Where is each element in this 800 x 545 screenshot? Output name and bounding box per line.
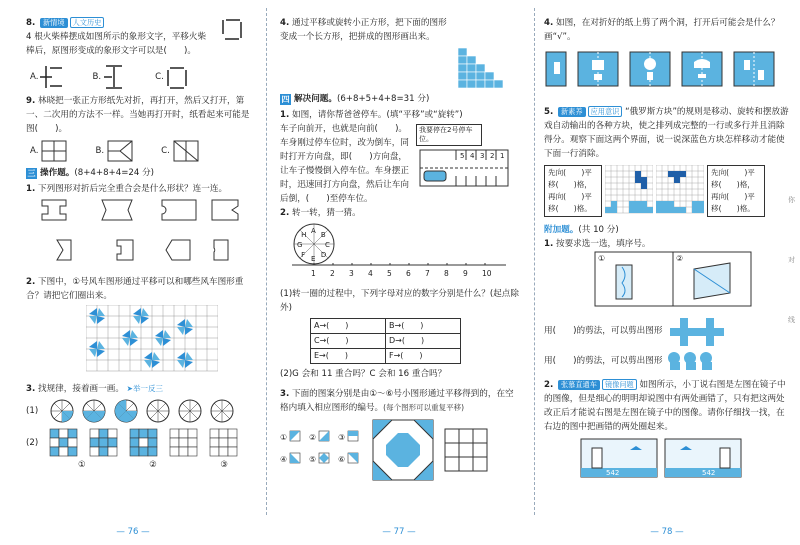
tetris-block	[692, 207, 698, 213]
mirror-left	[580, 438, 658, 478]
pattern-square	[170, 429, 197, 456]
question-4: 4. 通过平移或旋转小正方形，把下面的图形变成一个长方形，把拼成的图形画出来。	[280, 18, 447, 42]
wheel-subquestion-1: (1)转一圈的过程中，下列字母对应的数字分别是什么？(起点除外)	[280, 289, 519, 313]
tetris-answer-2[interactable]: 先向( )平 移( )格， 再向( )平 移( )格。	[707, 165, 765, 217]
tick-label: 5	[387, 269, 392, 278]
question-8-text: 4 根火柴棒摆成如图所示的象形文字，平移火柴棒后，原图形变成的象形文字可以是( )。	[26, 32, 207, 56]
slot-number: 1	[500, 152, 505, 160]
cut-answer-1: 用( )的剪法，可以剪出图形	[544, 316, 790, 346]
bear-pattern-figure	[666, 350, 726, 372]
octagon-pattern	[372, 419, 434, 481]
cut-answer-2: 用( )的剪法，可以剪出图形	[544, 350, 790, 372]
tile-icon	[290, 453, 300, 463]
page-76	[0, 0, 266, 545]
tetris-answer-1[interactable]: 先向( )平 移( )格， 再向( )平 移( )格。	[544, 165, 602, 217]
op-question-2: 2. 下图中，①号风车图形通过平移可以和哪些风车图形重合？请把它们圈出来。	[26, 277, 244, 301]
tile-icon	[348, 453, 358, 463]
tetris-block	[656, 201, 662, 207]
pattern-marks: ① ② ③	[78, 460, 228, 470]
option-c[interactable]: C.	[161, 140, 199, 162]
windmill-icon	[177, 352, 193, 368]
wheel-letter: H	[301, 231, 307, 240]
tile-icon	[290, 431, 300, 441]
option-a[interactable]: A.	[30, 64, 64, 90]
parking-text: 车子向前开，也就是向前( )。车身刚过停车位时，改为倒车，同时打开方向盘，即( )方向盘，让车子慢慢倒入停车位。车身摆正时，迅速回打方向盘，然后让车向后倒，( )至停车位。	[280, 124, 409, 204]
svg-text:②: ②	[676, 254, 684, 263]
pattern-circle	[83, 400, 105, 422]
match-figure	[220, 18, 244, 42]
windmill-icon	[122, 330, 138, 346]
staircase-figure	[456, 46, 510, 90]
tetris-block	[674, 177, 680, 183]
svg-text:542: 542	[606, 469, 620, 477]
tick-label: 1	[311, 269, 316, 278]
tag-new-context: 新情境	[40, 18, 68, 28]
tag-humanities: 人文历史	[70, 17, 105, 28]
windmill-icon	[155, 330, 171, 346]
tetris-block	[662, 207, 668, 213]
option-a-figure	[38, 64, 64, 90]
wheel-subquestion-2: (2)G 会和 11 重合吗？C 会和 16 重合吗？	[280, 369, 447, 379]
tile-icon	[319, 453, 329, 463]
mirror-pictures	[580, 438, 790, 478]
option-c-figure	[173, 140, 199, 162]
tetris-question: 5. 新素养 应用意识 “俄罗斯方块”的规则是移动、旋转和摆放游戏自动输出的各种方块，使之排列成完整的一行或多行并且消除得分。观察下面这两个界面，说一说深蓝色方块怎样移动才能使下面一行消除。	[544, 107, 789, 159]
tetris-block	[668, 207, 674, 213]
svg-text:①: ①	[598, 254, 606, 263]
op-question-3: 3. 找规律，接着画一画。 ➤举一反三	[26, 384, 163, 394]
wheel-letter: G	[297, 241, 303, 249]
cross-pattern-figure	[666, 316, 726, 346]
tile-icon	[348, 431, 358, 441]
tetris-block	[647, 207, 653, 213]
question-8: 8. 新情境 人文历史	[26, 16, 256, 30]
extra-question-1: 1. 按要求选一选，填序号。	[544, 239, 651, 249]
pattern-square	[210, 429, 237, 456]
op-question-1: 1. 下列图形对折后完全重合会是什么形状？连一连。	[26, 184, 228, 194]
pattern-square	[90, 429, 117, 456]
question-9: 9. 林晓把一张正方形纸先对折，再打开，然后又打开，第一、二次用的方法不一样。当她再打开时，纸看起来可能是图( )。	[26, 96, 250, 134]
rolling-wheel	[280, 220, 510, 282]
tetris-block	[674, 171, 680, 177]
tetris-block	[611, 201, 617, 207]
section-3-header: 三 操作题。 (8+4+8+4=24 分)	[27, 168, 155, 178]
tick-label: 8	[444, 269, 449, 278]
tick-label: 9	[463, 269, 468, 278]
windmill-icon	[89, 308, 105, 324]
tetris-block	[635, 177, 641, 183]
pattern-circle	[51, 400, 73, 422]
pattern-circles	[48, 398, 248, 424]
tick-label: 6	[406, 269, 411, 278]
page-number: — 78 —	[650, 527, 684, 537]
tetris-block	[641, 207, 647, 213]
tetris-block	[674, 207, 680, 213]
tick-label: 10	[482, 269, 492, 278]
question-9-options	[30, 140, 256, 162]
speech-bubble: 我要停在2号停车位。	[416, 124, 482, 146]
tick-label: 7	[425, 269, 430, 278]
option-b[interactable]: B.	[92, 64, 127, 90]
tetris-grid-1	[605, 165, 653, 215]
svg-text:542: 542	[702, 469, 716, 477]
cut-option[interactable]	[682, 52, 722, 86]
wheel-letter: A	[311, 227, 316, 235]
tick-label: 3	[349, 269, 354, 278]
tile-mark: ①	[280, 433, 288, 442]
wheel-letter: D	[320, 250, 327, 259]
page-number: — 77 —	[382, 527, 416, 537]
option-a[interactable]: A.	[30, 140, 67, 162]
windmill-grid	[86, 305, 218, 375]
solve-question-2: 2. 转一转，猜一猜。	[280, 208, 361, 218]
pattern-circle	[179, 400, 201, 422]
slot-number: 2	[490, 152, 495, 160]
pattern-square	[50, 429, 77, 456]
tetris-block	[611, 207, 617, 213]
tile-mark: ⑤	[309, 455, 317, 464]
tick-label: 4	[368, 269, 373, 278]
question-8-options	[30, 64, 256, 90]
small-tiles	[280, 428, 368, 472]
tetris-block	[641, 177, 647, 183]
tetris-block	[698, 207, 704, 213]
tetris-block	[629, 207, 635, 213]
tetris-block	[629, 201, 635, 207]
tetris-block	[635, 201, 641, 207]
tetris-block	[662, 201, 668, 207]
pattern-squares	[48, 428, 248, 458]
option-b-figure	[101, 64, 127, 90]
cutting-methods	[594, 251, 754, 307]
answer-table: A→( ) B→( ) C→( ) D→( ) E→( ) F→( )	[310, 318, 461, 364]
wheel-letter: B	[320, 231, 326, 240]
parking-figure	[416, 124, 512, 206]
wheel-letter: F	[301, 250, 306, 259]
tetris-block	[668, 171, 674, 177]
car-icon	[424, 171, 446, 181]
tetris-block	[605, 207, 611, 213]
tile-mark: ④	[280, 455, 288, 464]
empty-answer-grid[interactable]	[444, 428, 488, 472]
option-b-figure	[107, 140, 133, 162]
fold-shapes	[32, 196, 252, 268]
tile-mark: ③	[338, 433, 346, 442]
extra-question-2: 2. 张慕直通车 镜像问题 如图所示，小丁说右图是左图在镜子中的图像，但是细心的明明却说图中有两处画错了，只有把这两处改正后才能说右图是左图在镜子中的图像。请你仔细找一找，在右边的图中把画错的两处圈起来。	[544, 380, 786, 432]
tetris-block	[641, 183, 647, 189]
page-78	[534, 0, 800, 545]
tetris-block	[680, 171, 686, 177]
tetris-block	[680, 207, 686, 213]
page-77	[266, 0, 532, 545]
tile-mark: ②	[309, 433, 317, 442]
tile-mark: ⑥	[338, 455, 346, 464]
pattern-row-1: (1)	[26, 398, 256, 424]
option-c-figure	[164, 64, 190, 90]
pattern-square	[130, 429, 157, 456]
tetris-block	[698, 201, 704, 207]
tetris-block	[656, 207, 662, 213]
tetris-block	[641, 201, 647, 207]
mirror-right[interactable]	[664, 438, 742, 478]
slot-number: 4	[470, 152, 475, 160]
option-b[interactable]: B.	[95, 140, 133, 162]
cut-option[interactable]	[630, 52, 670, 86]
pattern-circle	[147, 400, 169, 422]
wheel-letter: C	[325, 241, 330, 249]
tetris-block	[692, 201, 698, 207]
wheel-letter: E	[311, 255, 316, 263]
slot-number: 3	[480, 152, 485, 160]
windmill-icon	[89, 341, 105, 357]
windmill-icon	[144, 352, 160, 368]
tile-icon	[319, 431, 329, 441]
parking-lot	[416, 146, 512, 190]
cut-option[interactable]	[578, 52, 618, 86]
side-marks: 你 对 线	[788, 196, 795, 324]
extra-header: 附加题。(共 10 分)	[544, 225, 619, 235]
windmill-icon	[133, 308, 149, 324]
section-4-header: 四 解决问题。 (6+8+5+4+8=31 分)	[281, 94, 430, 104]
tetris-grid-2	[656, 165, 704, 215]
tile-problem	[280, 419, 522, 481]
solve-question-3: 3. 下面的图案分别是由①～⑥号小图形通过平移得到的，在空格内填入相应图形的编号。(每个图形可以重复平移)	[280, 389, 514, 413]
option-c[interactable]: C.	[155, 64, 190, 90]
windmill-icon	[177, 319, 193, 335]
slot-number: 5	[460, 152, 465, 160]
pattern-row-2: (2)	[26, 428, 256, 458]
page-number: — 76 —	[116, 527, 150, 537]
tetris-block	[635, 171, 641, 177]
folded-paper-options	[544, 48, 780, 94]
tetris-block	[668, 201, 674, 207]
question-4-cut: 4. 如图，在对折好的纸上剪了两个洞，打开后可能会是什么？画“√”。	[544, 18, 780, 42]
option-a-figure	[41, 140, 67, 162]
pattern-circle	[115, 400, 137, 422]
pattern-circle	[211, 400, 233, 422]
tetris-block	[635, 207, 641, 213]
solve-question-1: 1. 如图，请你帮爸爸停车。(填“平移”或“旋转”)	[280, 110, 463, 120]
tetris-panels	[544, 165, 790, 217]
cut-option[interactable]	[734, 52, 774, 86]
tick-label: 2	[330, 269, 335, 278]
